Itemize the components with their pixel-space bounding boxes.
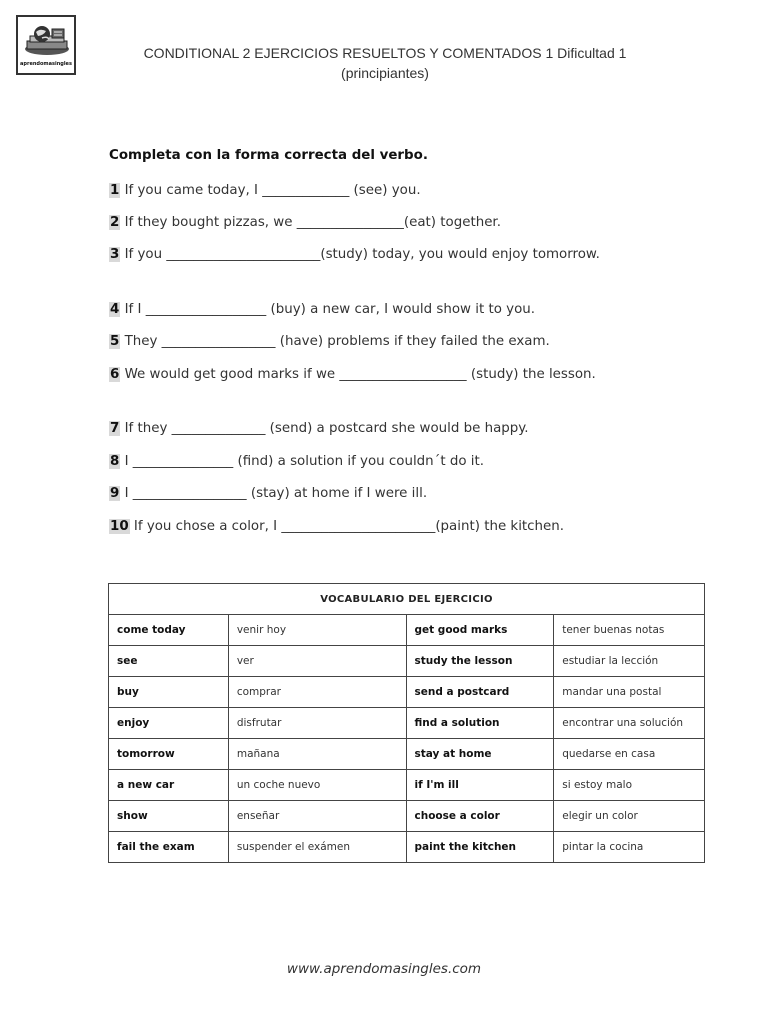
english-term: show	[109, 801, 229, 832]
english-term: see	[109, 646, 229, 677]
spanish-translation: encontrar una solución	[554, 708, 705, 739]
exercise-text: We would get good marks if we ___________________ (study) the lesson.	[120, 367, 596, 382]
exercise-number: 5	[110, 334, 120, 349]
vocabulary-table	[108, 583, 705, 863]
english-term: send a postcard	[406, 677, 554, 708]
table-row	[109, 832, 705, 863]
exercise-item	[109, 299, 649, 321]
spanish-translation: enseñar	[228, 801, 406, 832]
exercise-number: 4	[110, 302, 120, 317]
exercise-item	[109, 483, 649, 505]
table-row	[109, 615, 705, 646]
english-term: a new car	[109, 770, 229, 801]
logo-text: aprendomasingles	[20, 61, 72, 67]
english-term: tomorrow	[109, 739, 229, 770]
exercise-number: 1	[110, 183, 120, 198]
exercise-text: If they ______________ (send) a postcard she would be happy.	[120, 421, 529, 436]
instruction-text: Completa con la forma correcta del verbo.	[109, 148, 428, 163]
exercise-text: If you chose a color, I _______________________(paint) the kitchen.	[129, 519, 564, 534]
exercise-number: 8	[110, 454, 120, 469]
spanish-translation: disfrutar	[228, 708, 406, 739]
english-term: if I'm ill	[406, 770, 554, 801]
english-term: get good marks	[406, 615, 554, 646]
exercise-item	[109, 418, 649, 440]
english-term: fail the exam	[109, 832, 229, 863]
page-title: CONDITIONAL 2 EJERCICIOS RESUELTOS Y COMENTADOS 1 Dificultad 1	[143, 45, 627, 61]
logo	[16, 15, 76, 75]
exercise-number: 7	[110, 421, 120, 436]
spanish-translation: tener buenas notas	[554, 615, 705, 646]
table-row	[109, 646, 705, 677]
spanish-translation: estudiar la lección	[554, 646, 705, 677]
exercise-text: If you came today, I _____________ (see) you.	[120, 183, 421, 198]
exercise-number: 9	[110, 486, 120, 501]
exercise-text: If they bought pizzas, we ________________(eat) together.	[120, 215, 501, 230]
spanish-translation: elegir un color	[554, 801, 705, 832]
globe-books-logo-icon	[22, 25, 72, 59]
footer-website-link[interactable]: www.aprendomasingles.com	[286, 961, 482, 977]
exercise-text: I _________________ (stay) at home if I were ill.	[120, 486, 428, 501]
english-term: enjoy	[109, 708, 229, 739]
exercise-text: If I __________________ (buy) a new car, I would show it to you.	[120, 302, 536, 317]
english-term: come today	[109, 615, 229, 646]
english-term: find a solution	[406, 708, 554, 739]
spanish-translation: si estoy malo	[554, 770, 705, 801]
exercise-item	[109, 244, 649, 266]
table-row	[109, 770, 705, 801]
exercise-item	[109, 516, 649, 538]
vocabulary-title: VOCABULARIO DEL EJERCICIO	[109, 584, 705, 615]
english-term: choose a color	[406, 801, 554, 832]
exercise-item	[109, 364, 649, 386]
exercise-item	[109, 212, 649, 234]
spanish-translation: mañana	[228, 739, 406, 770]
english-term: buy	[109, 677, 229, 708]
exercise-number: 6	[110, 367, 120, 382]
table-row	[109, 739, 705, 770]
spanish-translation: venir hoy	[228, 615, 406, 646]
exercise-text: If you _______________________(study) today, you would enjoy tomorrow.	[120, 247, 600, 262]
page-subtitle: (principiantes)	[341, 65, 429, 81]
vocabulary-header-row	[109, 584, 705, 615]
english-term: paint the kitchen	[406, 832, 554, 863]
page-header	[100, 43, 670, 83]
exercise-item	[109, 451, 649, 473]
english-term: stay at home	[406, 739, 554, 770]
exercise-item	[109, 180, 649, 202]
exercise-item	[109, 331, 649, 353]
spanish-translation: pintar la cocina	[554, 832, 705, 863]
exercise-number: 2	[110, 215, 120, 230]
table-row	[109, 677, 705, 708]
spanish-translation: ver	[228, 646, 406, 677]
table-row	[109, 708, 705, 739]
spanish-translation: quedarse en casa	[554, 739, 705, 770]
exercise-number: 10	[110, 519, 129, 534]
spanish-translation: un coche nuevo	[228, 770, 406, 801]
exercise-text: They _________________ (have) problems if they failed the exam.	[120, 334, 550, 349]
spanish-translation: mandar una postal	[554, 677, 705, 708]
spanish-translation: comprar	[228, 677, 406, 708]
exercise-text: I _______________ (find) a solution if you couldn´t do it.	[120, 454, 485, 469]
table-row	[109, 801, 705, 832]
english-term: study the lesson	[406, 646, 554, 677]
exercise-number: 3	[110, 247, 120, 262]
spanish-translation: suspender el exámen	[228, 832, 406, 863]
